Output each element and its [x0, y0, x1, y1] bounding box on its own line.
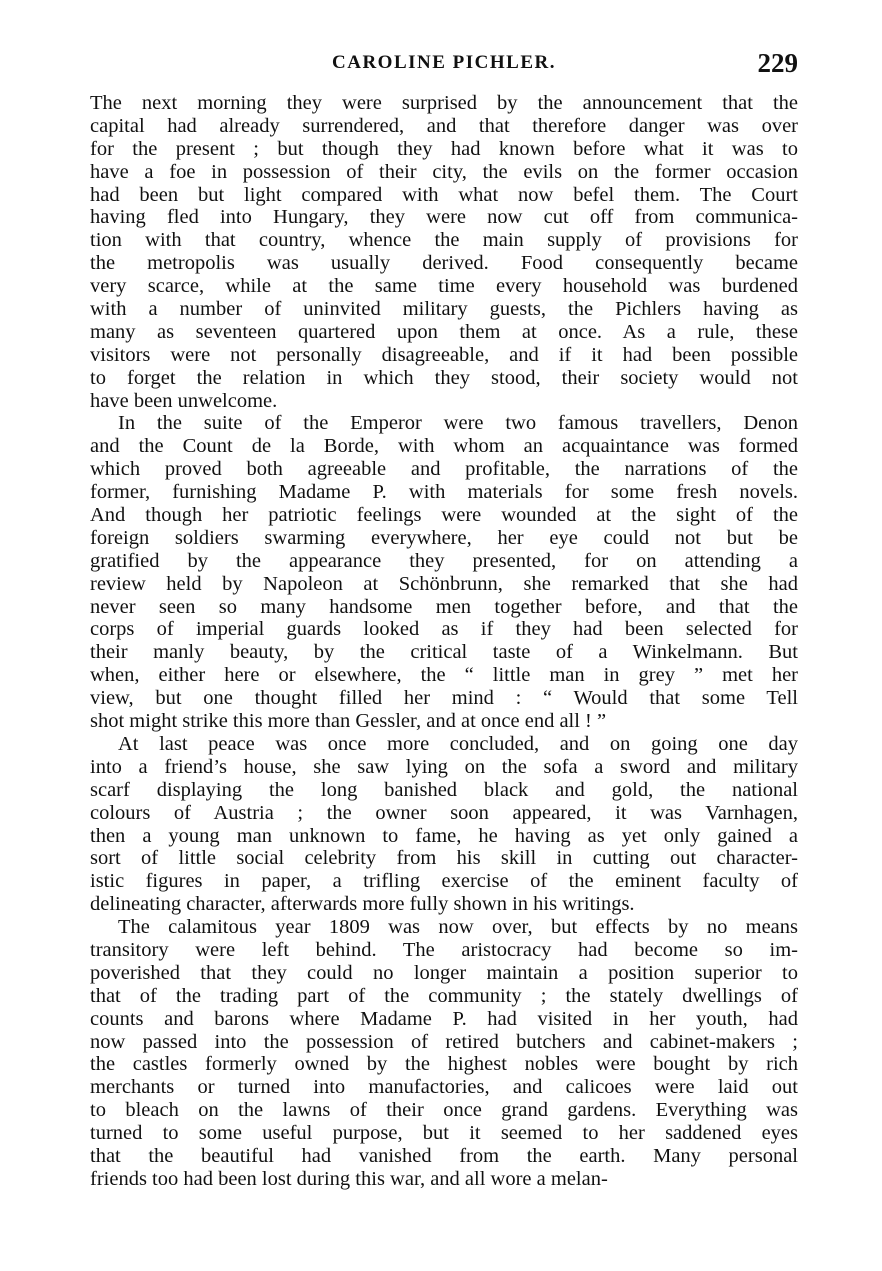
text-line: which proved both agreeable and profitable, the narrations of the: [90, 458, 798, 481]
text-line: very scarce, while at the same time every household was burdened: [90, 275, 798, 298]
text-line: tion with that country, whence the main supply of provisions for: [90, 229, 798, 252]
text-line: istic figures in paper, a trifling exercise of the eminent faculty of: [90, 870, 798, 893]
text-line: that of the trading part of the community ; the stately dwellings of: [90, 984, 798, 1007]
text-line: that the beautiful had vanished from the earth. Many personal: [90, 1144, 798, 1167]
text-line: capital had already surrendered, and that therefore danger was over: [90, 114, 798, 137]
text-line: friends too had been lost during this war, and all wore a melan-: [90, 1167, 608, 1190]
text-line: shot might strike this more than Gessler, and at once end all ! ”: [90, 710, 607, 733]
page-header: [90, 48, 798, 84]
text-line: colours of Austria ; the owner soon appeared, it was Varnhagen,: [90, 801, 798, 824]
text-line: view, but one thought filled her mind : “ Would that some Tell: [90, 687, 798, 710]
text-line: The calamitous year 1809 was now over, but effects by no means: [118, 916, 798, 939]
text-line: counts and barons where Madame P. had visited in her youth, had: [90, 1007, 798, 1030]
text-line: had been but light compared with what now befel them. The Court: [90, 183, 798, 206]
text-line: then a young man unknown to fame, he having as yet only gained a: [90, 824, 798, 847]
book-page: [90, 48, 798, 1191]
text-line: delineating character, afterwards more fully shown in his writings.: [90, 893, 635, 916]
text-line: when, either here or elsewhere, the “ little man in grey ” met her: [90, 664, 798, 687]
text-line: review held by Napoleon at Schönbrunn, she remarked that she had: [90, 572, 798, 595]
text-line: into a friend’s house, she saw lying on the sofa a sword and military: [90, 755, 798, 778]
text-line: merchants or turned into manufactories, and calicoes were laid out: [90, 1076, 798, 1099]
text-line: At last peace was once more concluded, and on going one day: [118, 732, 798, 755]
text-line: visitors were not personally disagreeable, and if it had been possible: [90, 343, 798, 366]
text-line: foreign soldiers swarming everywhere, her eye could not but be: [90, 526, 798, 549]
paragraph: [90, 733, 798, 916]
text-line: many as seventeen quartered upon them at once. As a rule, these: [90, 320, 798, 343]
text-line: turned to some useful purpose, but it seemed to her saddened eyes: [90, 1122, 798, 1145]
body-text: [90, 92, 798, 1191]
text-line: now passed into the possession of retired butchers and cabinet-makers ;: [90, 1030, 798, 1053]
text-line: transitory were left behind. The aristocracy had become so im-: [90, 938, 798, 961]
paragraph: [90, 916, 798, 1191]
text-line: to bleach on the lawns of their once grand gardens. Everything was: [90, 1099, 798, 1122]
text-line: corps of imperial guards looked as if they had been selected for: [90, 618, 798, 641]
text-line: the castles formerly owned by the highest nobles were bought by rich: [90, 1053, 798, 1076]
text-line: gratified by the appearance they presented, for on attending a: [90, 549, 798, 572]
text-line: and the Count de la Borde, with whom an acquaintance was formed: [90, 435, 798, 458]
paragraph: [90, 412, 798, 732]
text-line: In the suite of the Emperor were two famous travellers, Denon: [118, 412, 798, 435]
paragraph: [90, 92, 798, 412]
text-line: former, furnishing Madame P. with materials for some fresh novels.: [90, 481, 798, 504]
text-line: having fled into Hungary, they were now cut off from communica-: [90, 206, 798, 229]
text-line: to forget the relation in which they stood, their society would not: [90, 366, 798, 389]
text-line: The next morning they were surprised by the announcement that the: [90, 92, 798, 114]
text-line: with a number of uninvited military guests, the Pichlers having as: [90, 298, 798, 321]
text-line: sort of little social celebrity from his skill in cutting out character-: [90, 847, 798, 870]
text-line: for the present ; but though they had known before what it was to: [90, 137, 798, 160]
text-line: have been unwelcome.: [90, 389, 278, 412]
text-line: poverished that they could no longer maintain a position superior to: [90, 961, 798, 984]
text-line: scarf displaying the long banished black and gold, the national: [90, 778, 798, 801]
text-line: And though her patriotic feelings were wounded at the sight of the: [90, 504, 798, 527]
text-line: never seen so many handsome men together before, and that the: [90, 595, 798, 618]
running-title: CAROLINE PICHLER.: [332, 52, 556, 73]
text-line: their manly beauty, by the critical taste of a Winkelmann. But: [90, 641, 798, 664]
text-line: have a foe in possession of their city, the evils on the former occasion: [90, 160, 798, 183]
page-number: 229: [757, 48, 798, 78]
text-line: the metropolis was usually derived. Food consequently became: [90, 252, 798, 275]
